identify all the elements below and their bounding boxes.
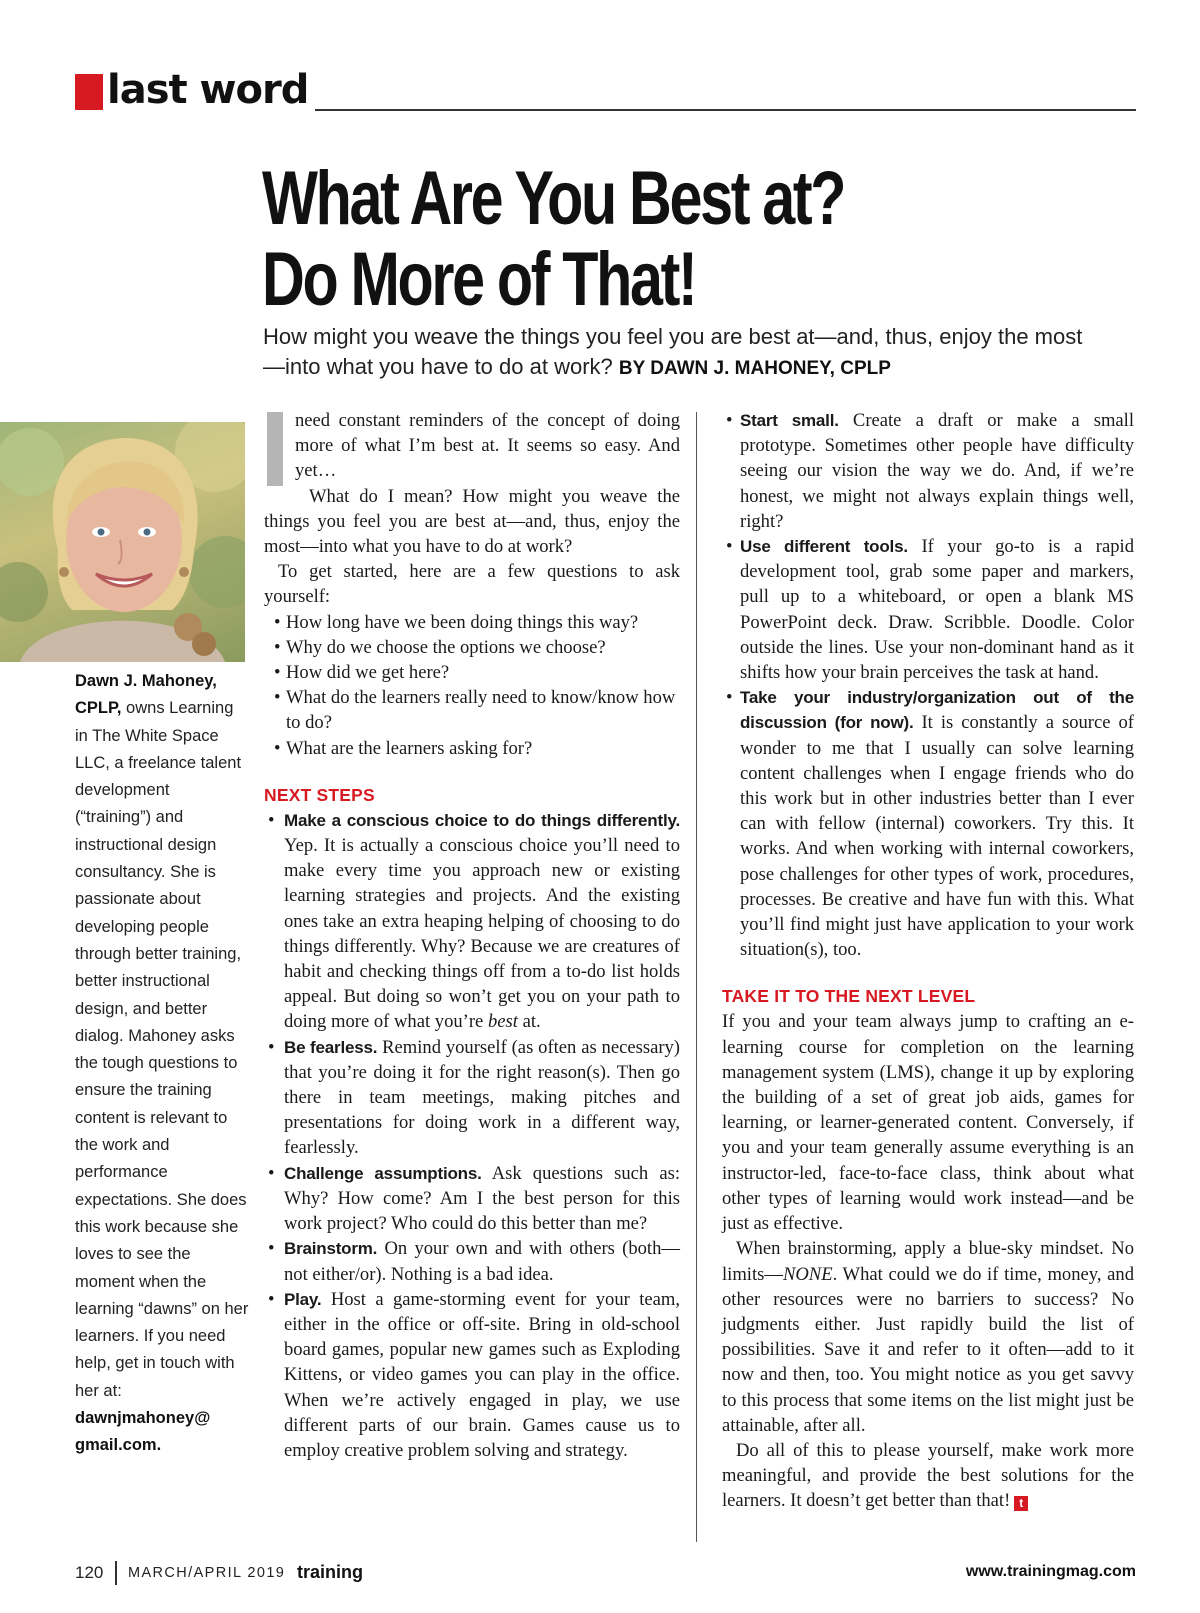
question-item: • How did we get here? <box>264 660 680 685</box>
headline-line-2: Do More of That! <box>262 237 696 322</box>
next-steps-heading: NEXT STEPS <box>264 784 375 805</box>
step-text: On your own and with others (both—not either/or). Nothing is a bad idea. <box>284 1238 680 1285</box>
article-column-right <box>722 408 1134 1514</box>
author-photo <box>0 422 245 662</box>
question-item: • Why do we choose the options we choose? <box>264 635 680 660</box>
issue-date: MARCH/APRIL 2019 <box>128 1565 286 1581</box>
section-label: last word <box>107 67 309 113</box>
bio-email[interactable]: dawnjmahoney@ gmail.com. <box>75 1409 211 1455</box>
step-item <box>264 1161 680 1237</box>
step-item <box>722 685 1134 962</box>
intro-paragraph <box>264 408 680 484</box>
step-lead: Take your industry/organization out of the discussion (for now). <box>740 688 1134 733</box>
drop-cap-i <box>267 412 283 486</box>
intro-text: need constant reminders of the concept of doing more of what I’m best at. It seems so easy. And yet… <box>295 410 680 482</box>
page-footer <box>75 1561 1136 1587</box>
step-lead: Be fearless. <box>284 1037 378 1057</box>
step-text: Ask questions such as: Why? How come? Am I the best person for this work project? Who could do this better than me? <box>284 1162 680 1235</box>
headline <box>262 158 933 320</box>
body-paragraph: If you and your team always jump to crafting an e-learning course for completion on the learning management system (LMS), change it up by exploring the building of a set of great job aids, games for learning, or learner-generated content. Conversely, if you and your team generally assume everything is an instructor-led, face-to-face class, think about what other types of learning would work instead—and be just as effective. <box>722 1011 1134 1235</box>
question-item: • What are the learners asking for? <box>264 736 680 761</box>
end-mark-icon: t <box>1014 1496 1028 1511</box>
headline-line-1: What Are You Best at? <box>262 156 845 241</box>
closing-text: Do all of this to please yourself, make work more meaningful, and provide the best solutions for the learners. It doesn’t get better than that! <box>722 1439 1134 1512</box>
body-paragraph <box>722 1236 1134 1438</box>
column-rule <box>696 412 697 1542</box>
body-paragraph: To get started, here are a few questions to ask yourself: <box>264 561 680 608</box>
question-item: • What do the learners really need to know/know how to do? <box>264 685 680 735</box>
question-item: • How long have we been doing things this way? <box>264 610 680 635</box>
step-item <box>264 808 680 1035</box>
step-lead: Start small. <box>740 411 839 430</box>
step-lead: Challenge assumptions. <box>284 1163 482 1183</box>
step-item <box>264 1287 680 1463</box>
body-paragraph: What do I mean? How might you weave the things you feel you are best at—and, thus, enjoy the most—into what you have to do at work? <box>264 485 680 558</box>
bio-name: Dawn J. Mahoney, CPLP, <box>75 672 217 718</box>
section-rule <box>315 109 1136 111</box>
step-text: Create a draft or make a small prototype. Sometimes other people have difficulty seeing our vision the way we do. And, if we’re honest, we might not always explain things well, right? <box>740 410 1135 532</box>
website-link[interactable]: www.trainingmag.com <box>965 1563 1136 1580</box>
next-steps-list <box>264 808 680 1463</box>
article-column-left <box>264 408 680 1463</box>
author-portrait-illustration <box>0 422 245 662</box>
closing-paragraph <box>722 1438 1134 1514</box>
magazine-brand: training <box>297 1562 363 1582</box>
question-list <box>264 610 680 761</box>
byline: BY DAWN J. MAHONEY, CPLP <box>618 358 891 379</box>
step-text: Yep. It is actually a conscious choice you’ll need to make every time you approach new or existing learning strategies and projects. And the existing ones take an extra heaping helping of choosing to do things differently. Why? Because we are creatures of habit and checking things off from a to-do list holds appeal. But doing so won’t get you on your path to doing more of what you’re <box>284 835 680 1033</box>
step-item <box>264 1236 680 1286</box>
footer-divider <box>115 1561 117 1585</box>
step-text: If your go-to is a rapid development tool, grab some paper and markers, pull up to a whiteboard, or open a blank MS PowerPoint deck. Draw. Scribble. Doodle. Color outside the lines. Use your non-dominant hand as it shifts how your brain perceives the task at hand. <box>740 536 1134 684</box>
step-text: It is constantly a source of wonder to me that I usually can solve learning content challenges when I engage friends who do this work but in other industries better than I ever can with fellow (internal) coworkers. Try this. It works. And when working with internal coworkers, pose challenges for other types of work, procedures, processes. Be creative and have fun with this. What you’ll find might just have application to your work situation(s), too. <box>740 712 1134 961</box>
step-lead: Play. <box>284 1289 322 1309</box>
step-lead: Use different tools. <box>740 537 908 557</box>
step-item <box>722 408 1134 534</box>
bio-text: owns Learning in The White Space LLC, a freelance talent development (“training”) and instructional design consultancy. She is passionate about developing people through better training, better instructional design, and better dialog. Mahoney asks the tough questions to ensure the training content is relevant to the work and performance expectations. She does this work because she loves to see the moment when the learning “dawns” on her learners. If you need help, get in touch with her at: <box>75 699 249 1400</box>
paragraph-text: When brainstorming, apply a blue-sky mindset. No limits— <box>722 1238 1134 1285</box>
section-accent-mark <box>75 74 103 110</box>
deck-text: How might you weave the things you feel you are best at—and, thus, enjoy the most—into what you have to do at work? <box>263 324 1083 379</box>
step-lead: Brainstorm. <box>284 1239 378 1259</box>
page-number: 120 <box>75 1563 104 1582</box>
step-lead: Make a conscious choice to do things differently. <box>284 810 680 830</box>
step-text: Remind yourself (as often as necessary) that you’re doing it for the right reason(s). Then go there in team meetings, making pitches and presentations for doing work in a different way, fearlessly. <box>284 1036 681 1159</box>
step-text-end: at. <box>517 1011 541 1033</box>
step-emphasis: best <box>487 1011 518 1033</box>
step-item <box>722 534 1134 685</box>
step-item <box>264 1035 680 1161</box>
author-bio <box>75 668 250 1460</box>
paragraph-text-end: . What could we do if time, money, and other resources were no barriers to success? No judgments either. Just rapidly build the list of possibilities. Save it and refer to it often—add to it now and then, too. You might notice as you get savvy to this process that some items on the list might just be attainable, after all. <box>722 1263 1134 1436</box>
next-steps-list-continued <box>722 408 1134 962</box>
next-level-heading: TAKE IT TO THE NEXT LEVEL <box>722 986 976 1007</box>
deck <box>263 322 1083 384</box>
step-text: Host a game-storming event for your team, either in the office or off-site. Bring in old-school board games, popular new games such as Exploding Kittens, or video games you can play in the office. When we’re actively engaged in play, we use different parts of our brain. Games cause us to employ creative problem solving and strategy. <box>284 1288 680 1461</box>
section-header <box>75 67 1136 113</box>
paragraph-emphasis: NONE <box>782 1263 833 1285</box>
